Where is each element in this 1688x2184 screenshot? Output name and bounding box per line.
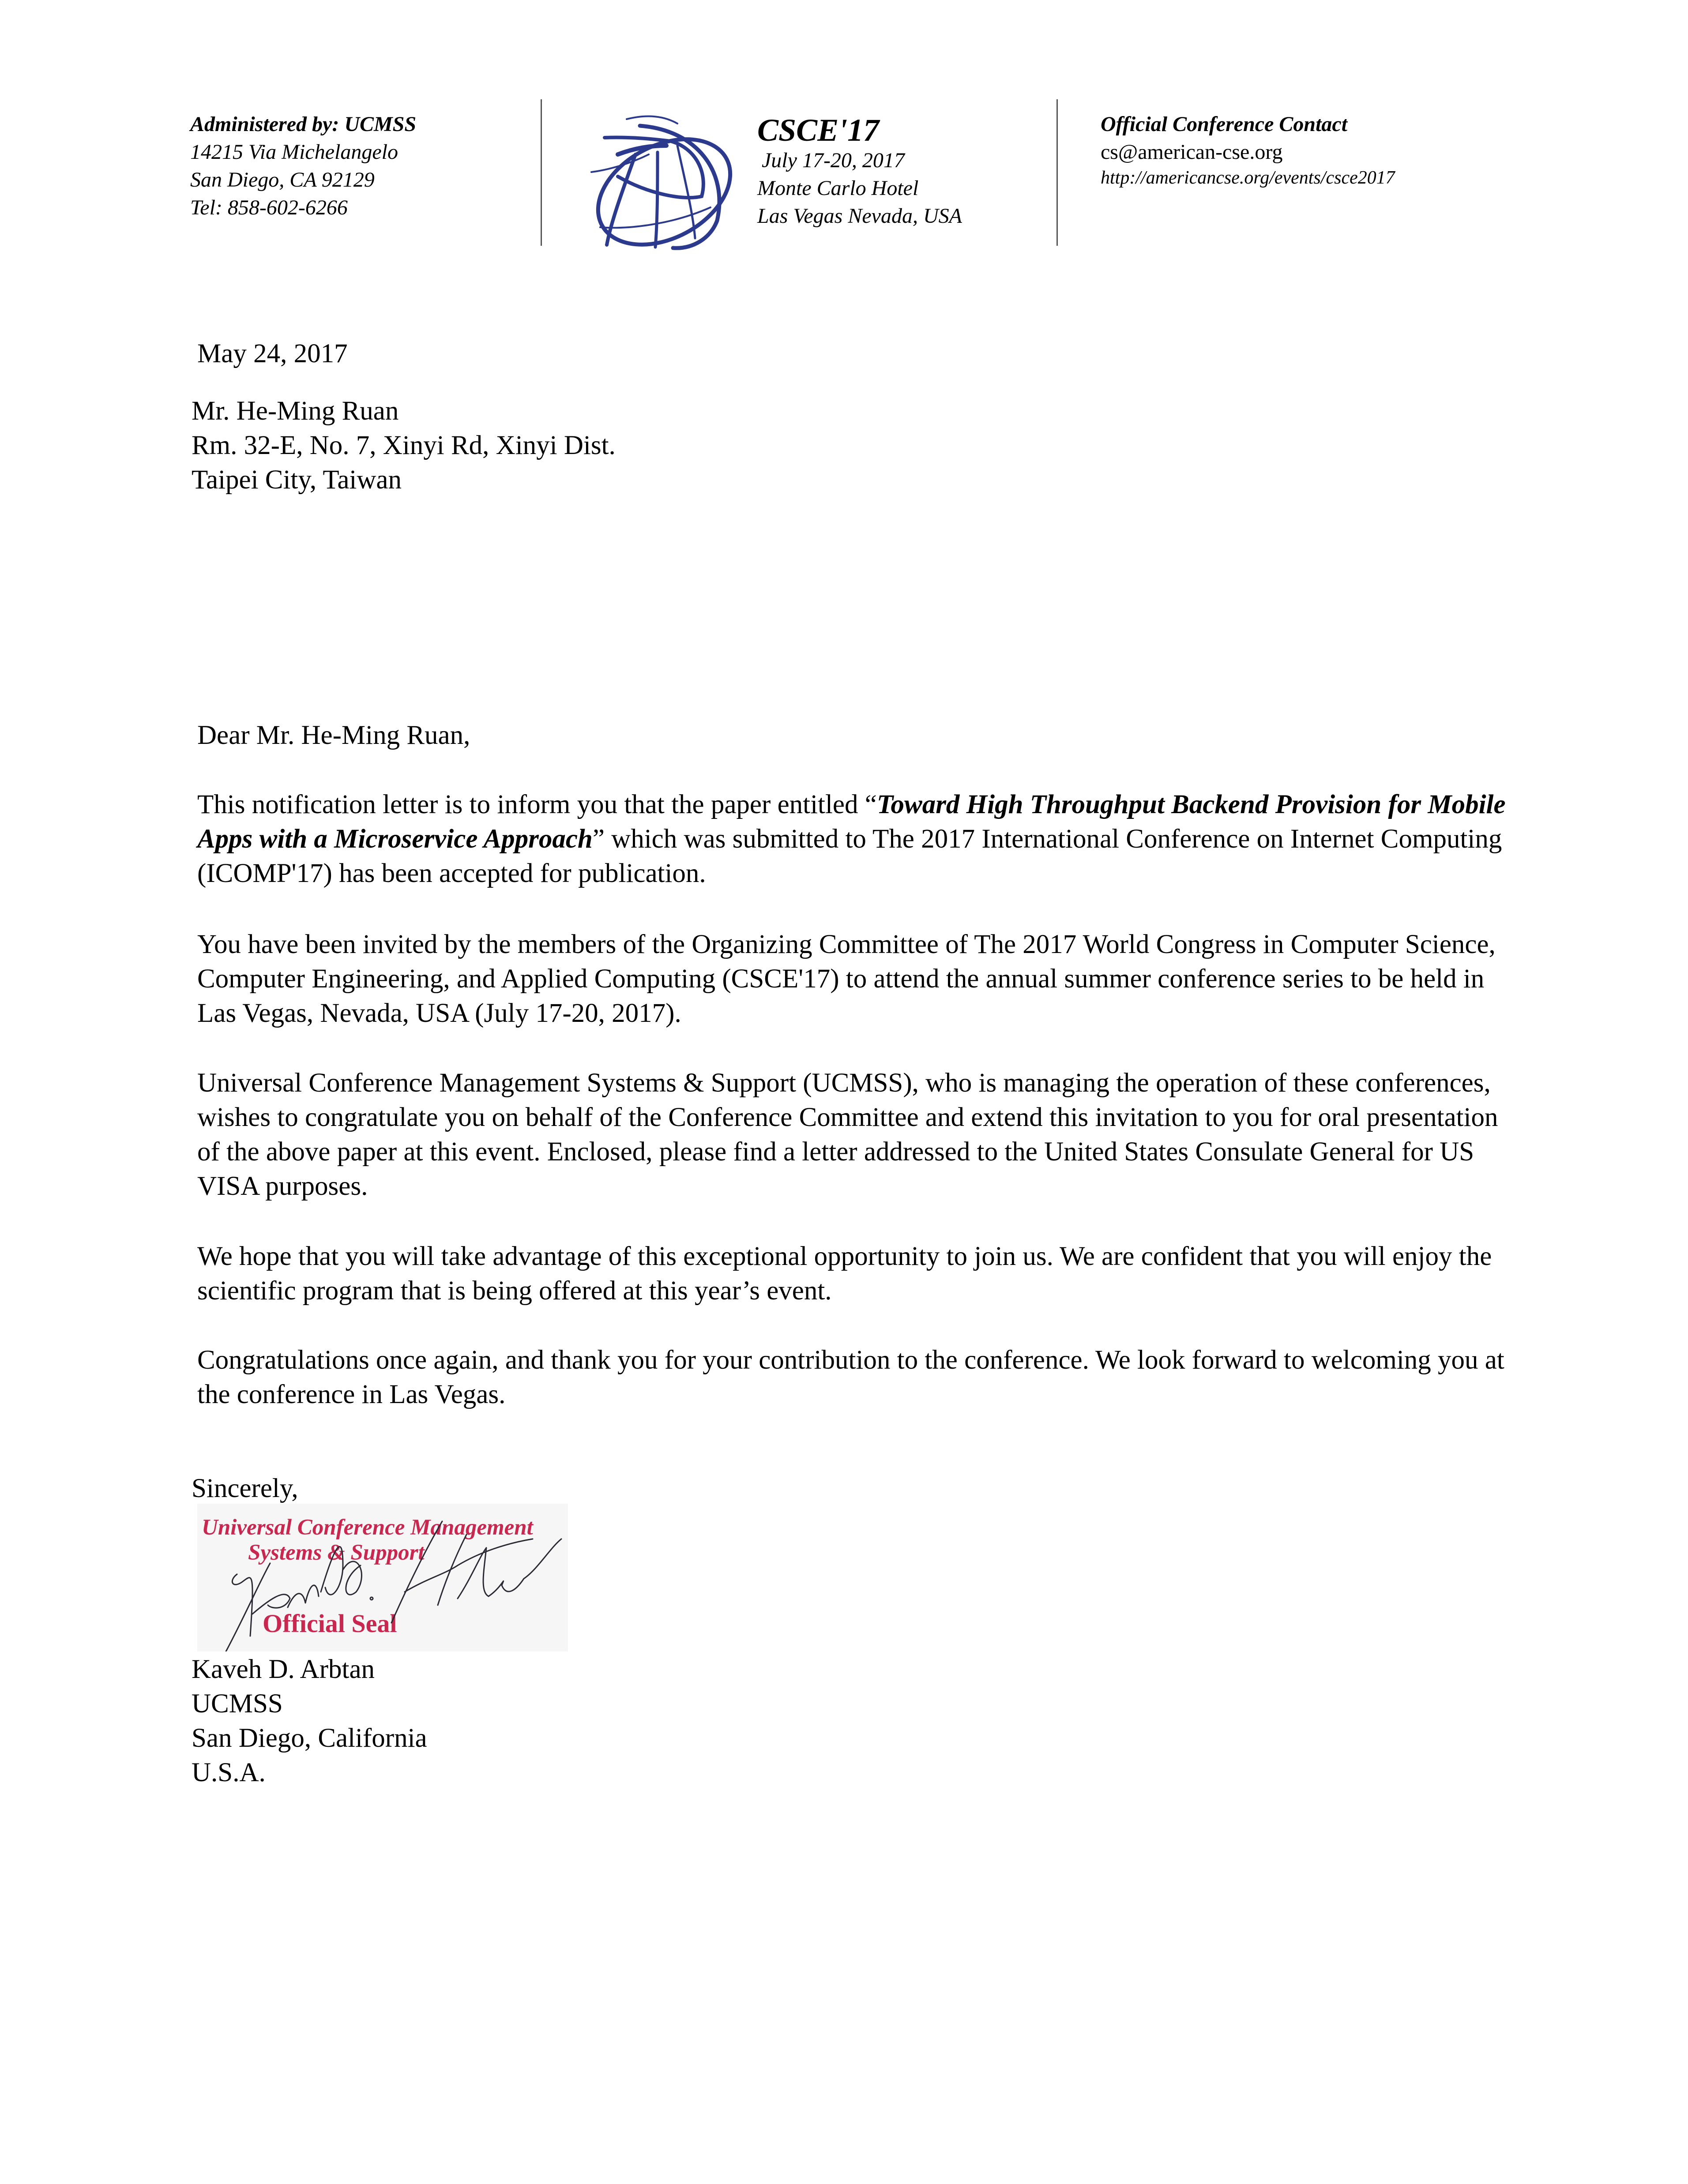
seal-line3: Official Seal <box>263 1609 397 1638</box>
paper-title: Toward High Throughput Backend Provision for Mobile Apps with a Microservice Approach <box>197 790 1506 854</box>
event-name: CSCE'17 <box>757 113 880 148</box>
signature-icon <box>197 1504 568 1651</box>
paragraph-congratulations: Congratulations once again, and thank you for your contribution to the conference. We look forward to welcoming you at the conference in Las Vegas. <box>197 1345 1504 1409</box>
contact-url[interactable]: http://americancse.org/events/csce2017 <box>1101 168 1395 188</box>
recipient-address-line1: Rm. 32-E, No. 7, Xinyi Rd, Xinyi Dist. <box>192 431 616 460</box>
salutation: Dear Mr. He-Ming Ruan, <box>197 720 470 750</box>
acceptance-text-after: ” which was submitted to The 2017 International Conference on Internet Computing (ICOMP'17) has been accepted for publication. <box>197 824 1502 888</box>
seal-line2: Systems & Support <box>248 1540 425 1565</box>
header-divider-right <box>1056 99 1058 246</box>
acceptance-text-before: This notification letter is to inform you that the paper entitled “ <box>197 790 877 819</box>
signatory-country: U.S.A. <box>192 1758 266 1787</box>
admin-address-line2: San Diego, CA 92129 <box>190 168 375 191</box>
admin-phone: Tel: 858-602-6266 <box>190 196 348 219</box>
seal-line1: Universal Conference Management <box>202 1515 533 1540</box>
paragraph-opportunity: We hope that you will take advantage of this exceptional opportunity to join us. We are confident that you will enjoy the scientific program that is being offered at this year’s event. <box>197 1242 1492 1306</box>
event-dates: July 17-20, 2017 <box>762 149 905 172</box>
header-divider-left <box>541 99 542 246</box>
header-event-block <box>757 114 1031 230</box>
signatory-city: San Diego, California <box>192 1723 427 1753</box>
globe-icon <box>583 106 759 251</box>
admin-address-line1: 14215 Via Michelangelo <box>190 140 398 164</box>
recipient-address-line2: Taipei City, Taiwan <box>192 465 402 495</box>
header-contact-block <box>1101 110 1586 190</box>
admin-title: Administered by: UCMSS <box>190 113 417 136</box>
paragraph-acceptance <box>197 788 1521 891</box>
contact-title: Official Conference Contact <box>1101 113 1348 136</box>
paragraph-ucmss: Universal Conference Management Systems & Support (UCMSS), who is managing the operation of these conferences, wishes to congratulate you on behalf of the Conference Committee and extend this invitation to you for oral presentation of the above paper at this event. Enclosed, please find a letter addressed to the United States Consulate General for US VISA purposes. <box>197 1068 1498 1201</box>
event-venue: Monte Carlo Hotel <box>757 176 919 200</box>
header-admin-block <box>190 110 526 221</box>
paragraph-invitation: You have been invited by the members of the Organizing Committee of The 2017 World Congress in Computer Science, Computer Engineering, and Applied Computing (CSCE'17) to attend the annual summer conference series to be held in Las Vegas, Nevada, USA (July 17-20, 2017). <box>197 930 1496 1028</box>
recipient-block <box>192 394 616 497</box>
letter-date: May 24, 2017 <box>197 339 348 368</box>
contact-email[interactable]: cs@american-cse.org <box>1101 140 1283 164</box>
official-seal <box>197 1504 568 1651</box>
event-location: Las Vegas Nevada, USA <box>757 204 962 228</box>
signatory-org: UCMSS <box>192 1689 283 1719</box>
signatory-name: Kaveh D. Arbtan <box>192 1655 375 1684</box>
signatory-block <box>192 1652 427 1790</box>
closing: Sincerely, <box>192 1474 298 1503</box>
recipient-name: Mr. He-Ming Ruan <box>192 396 399 426</box>
